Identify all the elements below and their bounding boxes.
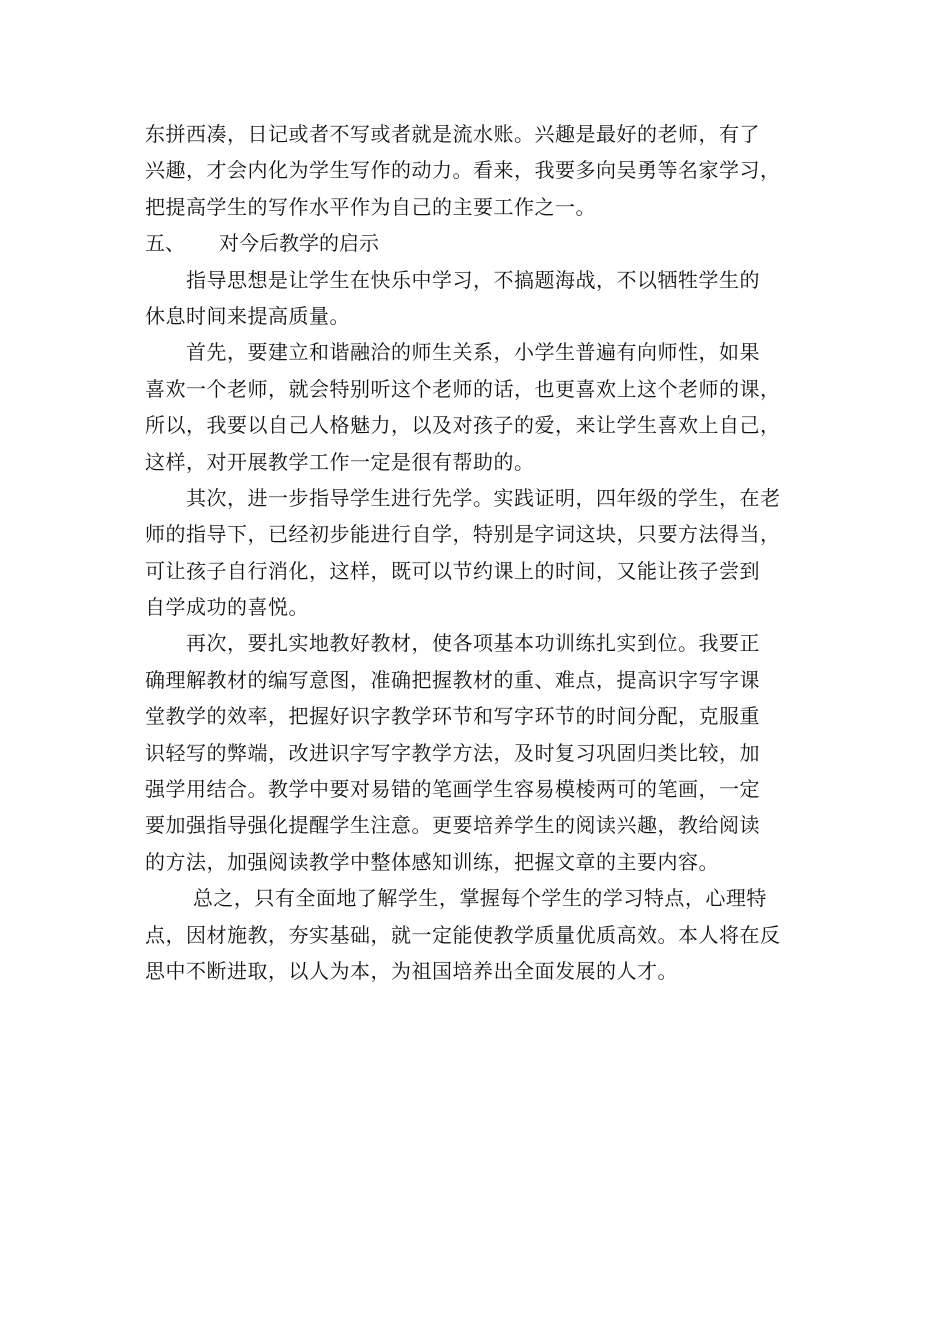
text-line: 兴趣，才会内化为学生写作的动力。看来，我要多向吴勇等名家学习， bbox=[145, 158, 781, 183]
text-line: 总之，只有全面地了解学生，掌握每个学生的学习特点，心理特 bbox=[145, 886, 767, 911]
text-line: 识轻写的弊端，改进识字写字教学方法，及时复习巩固归类比较，加 bbox=[145, 740, 760, 765]
text-line: 喜欢一个老师，就会特别听这个老师的话，也更喜欢上这个老师的课， bbox=[145, 376, 781, 401]
section-title: 对今后教学的启示 bbox=[219, 231, 379, 256]
text-line: 思中不断进取，以人为本，为祖国培养出全面发展的人才。 bbox=[145, 958, 678, 983]
text-line: 自学成功的喜悦。 bbox=[145, 595, 309, 620]
text-line: 休息时间来提高质量。 bbox=[145, 303, 350, 328]
text-line: 确理解教材的编写意图，准确把握教材的重、难点，提高识字写字课 bbox=[145, 667, 760, 692]
text-line: 首先，要建立和谐融洽的师生关系，小学生普遍有向师性，如果 bbox=[145, 340, 760, 365]
text-line: 把提高学生的写作水平作为自己的主要工作之一。 bbox=[145, 194, 596, 219]
text-line: 再次，要扎实地教好教材，使各项基本功训练扎实到位。我要正 bbox=[145, 631, 760, 656]
text-line: 指导思想是让学生在快乐中学习，不搞题海战，不以牺牲学生的 bbox=[145, 267, 760, 292]
text-line: 其次，进一步指导学生进行先学。实践证明，四年级的学生，在老 bbox=[145, 485, 781, 510]
document-body bbox=[145, 116, 817, 989]
text-line: 师的指导下，已经初步能进行自学，特别是字词这块，只要方法得当， bbox=[145, 522, 781, 547]
text-line: 可让孩子自行消化，这样，既可以节约课上的时间，又能让孩子尝到 bbox=[145, 558, 760, 583]
text-line: 堂教学的效率，把握好识字教学环节和写字环节的时间分配，克服重 bbox=[145, 704, 760, 729]
section-number: 五、 bbox=[145, 231, 185, 256]
text-line: 的方法，加强阅读教学中整体感知训练，把握文章的主要内容。 bbox=[145, 849, 719, 874]
text-line: 强学用结合。教学中要对易错的笔画学生容易模棱两可的笔画，一定 bbox=[145, 777, 760, 802]
section-heading bbox=[145, 225, 817, 261]
text-line: 点，因材施教，夯实基础，就一定能使教学质量优质高效。本人将在反 bbox=[145, 922, 781, 947]
text-line: 这样，对开展教学工作一定是很有帮助的。 bbox=[145, 449, 535, 474]
text-line: 要加强指导强化提醒学生注意。更要培养学生的阅读兴趣，教给阅读 bbox=[145, 813, 760, 838]
text-line: 所以，我要以自己人格魅力，以及对孩子的爱，来让学生喜欢上自己， bbox=[145, 413, 781, 438]
text-line: 东拼西凑，日记或者不写或者就是流水账。兴趣是最好的老师，有了 bbox=[145, 122, 760, 146]
